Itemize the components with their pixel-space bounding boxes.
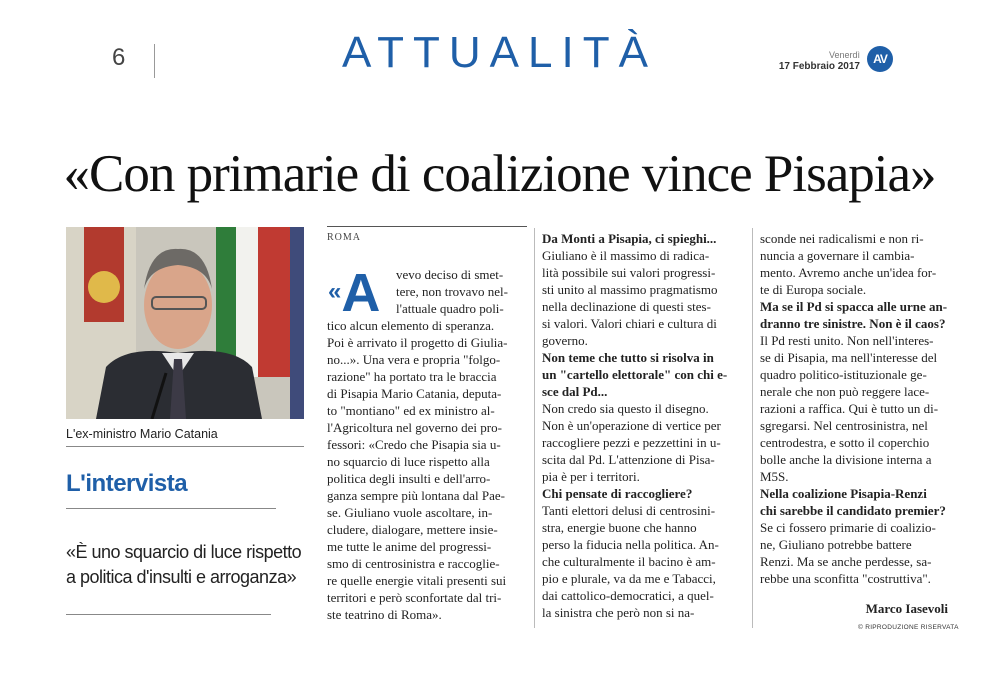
- article-text-line: la sinistra che però non si na-: [542, 605, 695, 620]
- article-text-line: Se ci fossero primarie di coalizio-: [760, 520, 936, 535]
- article-text-line: dai cattolico-democratici, a quel-: [542, 588, 714, 603]
- article-text-line: pia è per i territori.: [542, 469, 640, 484]
- article-text-line: governo.: [542, 333, 588, 348]
- section-title: ATTUALITÀ: [342, 28, 657, 77]
- article-text-line: vevo deciso di smet-: [396, 267, 504, 282]
- article-text-line: perso la fiducia nella politica. An-: [542, 537, 719, 552]
- pull-quote-line: «È uno squarcio di luce rispetto: [66, 542, 302, 562]
- article-text-line: ganza sempre più lontana dal Pae-: [327, 488, 505, 503]
- headline: «Con primarie di coalizione vince Pisapia»: [63, 145, 936, 203]
- article-text-line: Tanti elettori delusi di centrosini-: [542, 503, 716, 518]
- article-text-line: re quelle energie vitali presenti sui: [327, 573, 507, 588]
- drop-cap-letter: A: [341, 263, 381, 323]
- article-text-line: lità possibile sui valori progressi-: [542, 265, 716, 280]
- article-top-rule: [327, 226, 527, 227]
- col1-indented-lines: [396, 266, 508, 317]
- issue-date: [760, 50, 860, 72]
- article-text-line: fessori: «Credo che Pisapia sia u-: [327, 437, 501, 452]
- drop-cap: [328, 263, 381, 323]
- article-text-line: cludere, dialogare, mettere insie-: [327, 522, 498, 537]
- photo-caption: L'ex-ministro Mario Catania: [66, 427, 218, 441]
- portrait-illustration: [66, 227, 304, 419]
- article-text-line: Giuliano è il massimo di radica-: [542, 248, 710, 263]
- column-divider: [752, 228, 753, 628]
- article-column-1: [327, 317, 508, 623]
- article-text-line: sconde nei radicalismi e non ri-: [760, 231, 924, 246]
- interview-kicker: L'intervista: [66, 470, 188, 497]
- interview-question-line: Ma se il Pd si spacca alle urne an-: [760, 299, 948, 314]
- article-text-line: nerale che non può reggere lace-: [760, 384, 930, 399]
- portrait-photo: [66, 227, 304, 419]
- article-text-line: no...». Una vera e propria "folgo-: [327, 352, 501, 367]
- article-text-line: M5S.: [760, 469, 789, 484]
- article-text-line: ne, Giuliano potrebbe battere: [760, 537, 912, 552]
- interview-question-line: Da Monti a Pisapia, ci spieghi...: [542, 231, 717, 246]
- article-text-line: pio e plurale, va da me e Tabacci,: [542, 571, 716, 586]
- article-text-line: quadro politico-istituzionale ge-: [760, 367, 927, 382]
- author-signature: Marco Iasevoli: [865, 601, 948, 616]
- article-text-line: smo di centrosinistra e raccoglie-: [327, 556, 500, 571]
- interview-question-line: chi sarebbe il candidato premier?: [760, 503, 946, 518]
- article-text-line: l'Agricoltura nel governo dei pro-: [327, 420, 502, 435]
- interview-question-line: Chi pensate di raccogliere?: [542, 486, 693, 501]
- article-text-line: se di Pisapia, ma nell'interesse del: [760, 350, 938, 365]
- kicker-rule: [66, 508, 276, 509]
- article-text-line: razioni a raffica. Qui è tutto un di-: [760, 401, 939, 416]
- article-text-line: sti unito al massimo pragmatismo: [542, 282, 718, 297]
- article-text-line: tico alcun elemento di speranza.: [327, 318, 495, 333]
- article-text-line: nella declinazione di questi stes-: [542, 299, 711, 314]
- caption-rule: [66, 446, 304, 447]
- issue-weekday: Venerdì: [828, 50, 860, 60]
- article-text-line: sgregarsi. Nel centrosinistra, nel: [760, 418, 928, 433]
- article-text-line: stra, energie buone che hanno: [542, 520, 697, 535]
- article-text-line: rebbe una sconfitta "costruttiva".: [760, 571, 931, 586]
- article-column-3: [760, 230, 947, 587]
- article-text-line: di Pisapia Mario Catania, deputa-: [327, 386, 502, 401]
- interview-question-line: Non teme che tutto si risolva in: [542, 350, 714, 365]
- article-text-line: to "montiano" ed ex ministro al-: [327, 403, 495, 418]
- pull-quote-line: a politica d'insulti e arroganza»: [66, 567, 297, 587]
- article-text-line: l'attuale quadro poli-: [396, 301, 504, 316]
- article-text-line: che culturalmente il bacino è am-: [542, 554, 716, 569]
- issue-date-text: 17 Febbraio 2017: [778, 61, 860, 72]
- copyright-notice: © RIPRODUZIONE RISERVATA: [858, 624, 959, 631]
- article-text-line: centrodestra, e sotto il coperchio: [760, 435, 930, 450]
- article-text-line: Renzi. Ma se anche perdesse, sa-: [760, 554, 932, 569]
- article-text-line: si valori. Valori chiari e cultura di: [542, 316, 717, 331]
- page-number: 6: [112, 44, 126, 71]
- article-text-line: politica degli insulti e dell'arro-: [327, 471, 491, 486]
- column-divider: [534, 228, 535, 628]
- quote-rule: [66, 614, 271, 615]
- article-text-line: Il Pd resti unito. Non nell'interes-: [760, 333, 934, 348]
- article-text-line: Non è un'operazione di vertice per: [542, 418, 721, 433]
- article-text-line: se. Giuliano vuole ascoltare, in-: [327, 505, 493, 520]
- article-text-line: nuncia a governare il cambia-: [760, 248, 915, 263]
- article-text-line: raccogliere pezzi e pezzettini in u-: [542, 435, 721, 450]
- article-text-line: mento. Avremo anche un'idea for-: [760, 265, 937, 280]
- interview-question-line: dranno tre sinistre. Non è il caos?: [760, 316, 946, 331]
- article-column-2: [542, 230, 727, 621]
- drop-cap-guillemet: «: [328, 278, 342, 305]
- interview-question-line: un "cartello elettorale" con chi e-: [542, 367, 728, 382]
- article-text-line: tere, non trovavo nel-: [396, 284, 508, 299]
- article-text-line: razione" ha portato tra le braccia: [327, 369, 497, 384]
- article-text-line: territori e però sconfortate dal tri-: [327, 590, 502, 605]
- article-text-line: scita dal Pd. L'attenzione di Pisa-: [542, 452, 715, 467]
- article-text-line: te di Europa sociale.: [760, 282, 867, 297]
- pull-quote: [66, 540, 306, 590]
- article-text-line: bolle anche la divisione interna a: [760, 452, 932, 467]
- article-text-line: ste teatrino di Roma».: [327, 607, 442, 622]
- article-text-line: Non credo sia questo il disegno.: [542, 401, 709, 416]
- article-text-line: Poi è arrivato il progetto di Giulia-: [327, 335, 508, 350]
- article-text-line: me tutte le anime del progressi-: [327, 539, 492, 554]
- interview-question-line: sce dal Pd...: [542, 384, 608, 399]
- dateline: ROMA: [327, 232, 362, 243]
- interview-question-line: Nella coalizione Pisapia-Renzi: [760, 486, 927, 501]
- newspaper-logo: AV: [867, 46, 893, 72]
- article-text-line: no squarcio di luce rispetto alla: [327, 454, 490, 469]
